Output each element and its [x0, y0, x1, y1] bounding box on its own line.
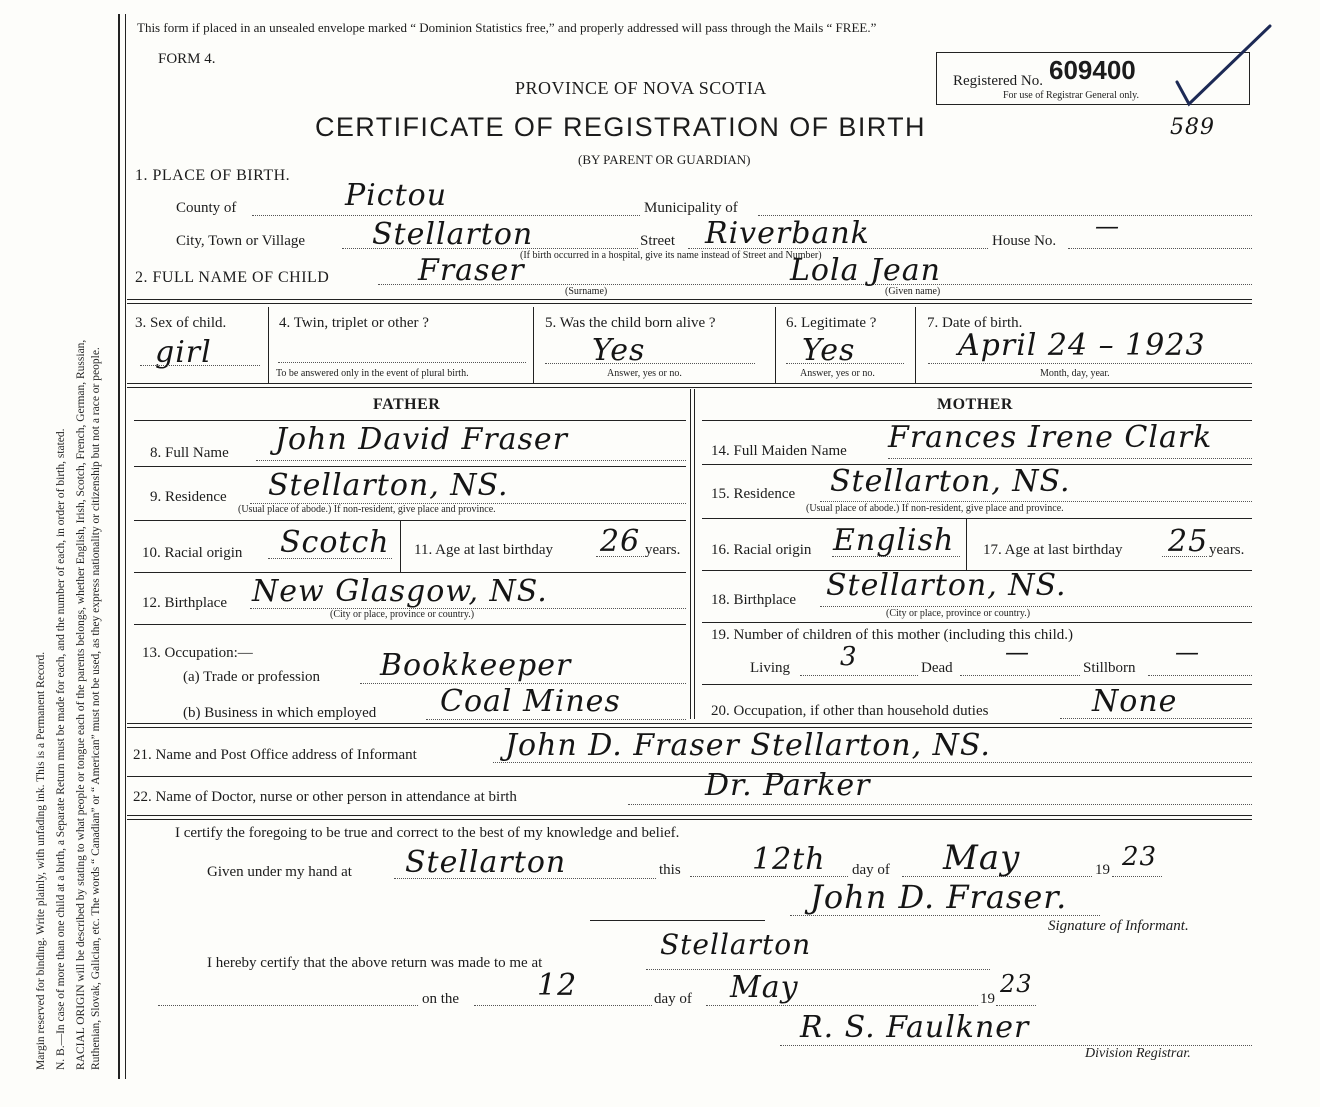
registrar-note: For use of Registrar General only. [1003, 90, 1139, 101]
doctor-value: Dr. Parker [705, 768, 871, 803]
mother-rule-4 [702, 622, 1252, 623]
doctor-line [628, 804, 1252, 805]
registrar-place-line [646, 969, 990, 970]
signature-line-left [590, 920, 765, 921]
father-rule-4 [134, 624, 686, 625]
father-biz-line [426, 719, 686, 720]
mother-age-label: 17. Age at last birthday [983, 542, 1123, 558]
corner-number: 589 [1170, 115, 1215, 140]
dob-value: April 24 – 1923 [958, 328, 1206, 363]
registrar-year-line [996, 1005, 1036, 1006]
stillborn-label: Stillborn [1083, 660, 1136, 676]
father-race: Scotch [280, 525, 390, 560]
certify-month: May [943, 838, 1021, 878]
dob-line [928, 363, 1252, 364]
informant-label: 21. Name and Post Office address of Informant [133, 747, 417, 763]
father-rule-3 [134, 572, 686, 573]
certify-year: 23 [1122, 842, 1158, 872]
day-of-label: day of [852, 862, 890, 878]
father-heading-rule [134, 420, 686, 421]
col-div-5 [775, 307, 776, 383]
certificate-title: CERTIFICATE OF REGISTRATION OF BIRTH [315, 112, 926, 142]
stillborn-value: — [1175, 638, 1200, 666]
doctor-label: 22. Name of Doctor, nurse or other person in attendance at birth [133, 789, 517, 805]
registrar-place: Stellarton [660, 928, 812, 961]
father-years: years. [645, 542, 681, 558]
dead-label: Dead [921, 660, 953, 676]
mother-age-div [966, 518, 967, 570]
dob-note: Month, day, year. [1040, 368, 1110, 379]
mother-heading: MOTHER [937, 396, 1013, 413]
county-label: County of [176, 200, 237, 216]
living-value: 3 [840, 642, 858, 672]
house-label: House No. [992, 233, 1057, 249]
year-prefix: 19 [1095, 862, 1110, 878]
mother-occupation: None [1092, 684, 1178, 719]
registrar-day: 12 [537, 968, 578, 1003]
street-label: Street [640, 233, 675, 249]
father-age: 26 [600, 524, 641, 559]
certificate-subtitle: (BY PARENT OR GUARDIAN) [578, 152, 751, 167]
legit-value: Yes [802, 333, 856, 368]
certify-text: I certify the foregoing to be true and correct to the best of my knowledge and belief. [175, 825, 680, 841]
hospital-note: (If birth occurred in a hospital, give its name instead of Street and Number) [520, 250, 822, 261]
mother-years: years. [1209, 542, 1245, 558]
surname-label: (Surname) [565, 286, 608, 297]
father-biz-label: (b) Business in which employed [183, 705, 377, 721]
col-div-3 [268, 307, 269, 383]
margin-line-3: RACIAL ORIGIN will be described by stating to what people or tongue each of the parents belongs, whether English, Irish, Scotch, French, German, Russian, [75, 339, 87, 1070]
child-given-name: Lola Jean [790, 253, 941, 288]
form-number: FORM 4. [158, 51, 216, 67]
sex-line [140, 365, 260, 366]
mother-bp-line [820, 606, 1252, 607]
father-bp-note: (City or place, province or country.) [330, 609, 475, 620]
mother-rule-2 [702, 518, 1252, 519]
twin-note: To be answered only in the event of plural birth. [276, 368, 469, 379]
father-business: Coal Mines [440, 684, 621, 719]
mother-res-line [820, 501, 1252, 502]
divider-certify [127, 815, 1252, 820]
house-value: — [1095, 212, 1120, 240]
registrar-signature-label: Division Registrar. [1085, 1046, 1191, 1061]
divider-child [127, 299, 1252, 304]
mother-occ-label: 20. Occupation, if other than household duties [711, 703, 989, 719]
legit-line [786, 363, 904, 364]
street-value: Riverbank [705, 216, 870, 251]
alive-line [545, 363, 755, 364]
father-trade-label: (a) Trade or profession [183, 669, 321, 685]
father-res-note: (Usual place of abode.) If non-resident, give place and province. [238, 504, 496, 515]
registrar-month: May [730, 970, 799, 1005]
informant-sig-line [790, 915, 1100, 916]
registrar-month-line [706, 1005, 978, 1006]
divider-parents [127, 383, 1252, 388]
mother-age: 25 [1168, 524, 1209, 559]
place-heading: 1. PLACE OF BIRTH. [135, 167, 291, 184]
county-value: Pictou [345, 178, 448, 213]
father-bp-label: 12. Birthplace [142, 595, 227, 611]
mother-bp-note: (City or place, province or country.) [886, 608, 1031, 619]
father-name-line [256, 460, 686, 461]
mother-race-label: 16. Racial origin [711, 542, 812, 558]
mother-residence: Stellarton, NS. [830, 464, 1071, 499]
stillborn-line [1148, 675, 1252, 676]
twin-label: 4. Twin, triplet or other ? [279, 315, 429, 331]
twin-line [278, 362, 526, 363]
margin-border-inner [125, 14, 126, 1079]
parents-divider [690, 389, 695, 719]
on-label: on the [422, 991, 460, 1007]
father-trade: Bookkeeper [380, 648, 572, 683]
mother-race: English [833, 523, 955, 558]
sex-label: 3. Sex of child. [135, 315, 227, 331]
city-label: City, Town or Village [176, 233, 306, 249]
alive-value: Yes [592, 333, 646, 368]
left-margin [0, 0, 122, 1107]
checkmark-icon [1175, 22, 1275, 112]
given-label: Given under my hand at [207, 864, 352, 880]
margin-notes [34, 20, 104, 1070]
mother-bp-label: 18. Birthplace [711, 592, 796, 608]
legit-label: 6. Legitimate ? [786, 315, 877, 331]
mother-name-line [888, 458, 1252, 459]
father-rule-2 [134, 520, 686, 521]
alive-note: Answer, yes or no. [607, 368, 682, 379]
col-div-6 [915, 307, 916, 383]
house-line [1068, 248, 1252, 249]
father-name: John David Fraser [275, 422, 569, 457]
living-line [800, 675, 918, 676]
city-value: Stellarton [372, 217, 534, 252]
living-label: Living [750, 660, 790, 676]
registrar-signature: R. S. Faulkner [800, 1010, 1030, 1045]
given-name-label: (Given name) [885, 286, 941, 297]
mother-name-label: 14. Full Maiden Name [711, 443, 847, 459]
legit-note: Answer, yes or no. [800, 368, 875, 379]
registrar-lead-line [158, 1005, 418, 1006]
father-residence: Stellarton, NS. [268, 468, 509, 503]
informant-value: John D. Fraser Stellarton, NS. [505, 728, 991, 763]
dead-value: — [1005, 638, 1030, 666]
informant-signature: John D. Fraser. [810, 878, 1068, 916]
divider-doctor [127, 776, 1252, 777]
registrar-day-of-label: day of [654, 991, 692, 1007]
signature-label: Signature of Informant. [1048, 918, 1189, 934]
year-line [1112, 876, 1162, 877]
mother-res-note: (Usual place of abode.) If non-resident, give place and province. [806, 503, 1064, 514]
father-res-label: 9. Residence [150, 489, 227, 505]
registered-number: 609400 [1049, 55, 1136, 85]
margin-line-1: Margin reserved for binding. Write plainly, with unfading ink. This is a Permanent Record. [35, 651, 47, 1070]
registered-label: Registered No. [953, 73, 1043, 89]
father-rule-1 [134, 466, 686, 467]
mother-birthplace: Stellarton, NS. [826, 568, 1067, 603]
given-place: Stellarton [405, 845, 567, 880]
province-heading: PROVINCE OF NOVA SCOTIA [515, 78, 767, 98]
father-occ-label: 13. Occupation:— [142, 645, 253, 661]
sex-value: girl [155, 335, 212, 370]
mother-res-label: 15. Residence [711, 486, 796, 502]
child-name-label: 2. FULL NAME OF CHILD [135, 269, 330, 286]
margin-line-4: Ruthenian, Slovak, Galician, etc. The words “ Canadian” or “ American” must not be used, as they express nationality or citizenship but not a race or people. [90, 347, 102, 1070]
mail-notice: This form if placed in an unsealed envelope marked “ Dominion Statistics free,” and properly addressed will pass through the Mails “ FREE.” [137, 20, 877, 35]
registrar-text: I hereby certify that the above return was made to me at [207, 955, 543, 971]
father-age-div [400, 520, 401, 572]
father-heading: FATHER [373, 396, 441, 413]
certify-day: 12th [752, 842, 826, 877]
father-race-label: 10. Racial origin [142, 545, 243, 561]
this-label: this [659, 862, 681, 878]
father-name-label: 8. Full Name [150, 445, 229, 461]
dead-line [960, 675, 1080, 676]
mother-name: Frances Irene Clark [888, 420, 1213, 455]
registrar-year: 23 [1000, 970, 1033, 998]
county-line [252, 215, 640, 216]
margin-line-2: N. B.—In case of more than one child at a birth, a Separate Return must be made for each, and the number of each, in order of birth, stated. [55, 428, 67, 1070]
municipality-label: Municipality of [644, 200, 738, 216]
dob-label: 7. Date of birth. [927, 315, 1023, 331]
registrar-year-prefix: 19 [980, 991, 995, 1007]
registrar-day-line [474, 1005, 652, 1006]
child-surname: Fraser [418, 253, 525, 288]
margin-border [118, 14, 120, 1079]
col-div-4 [533, 307, 534, 383]
children-label: 19. Number of children of this mother (including this child.) [711, 627, 1074, 643]
father-birthplace: New Glasgow, NS. [252, 574, 548, 609]
father-age-label: 11. Age at last birthday [414, 542, 553, 558]
alive-label: 5. Was the child born alive ? [545, 315, 716, 331]
